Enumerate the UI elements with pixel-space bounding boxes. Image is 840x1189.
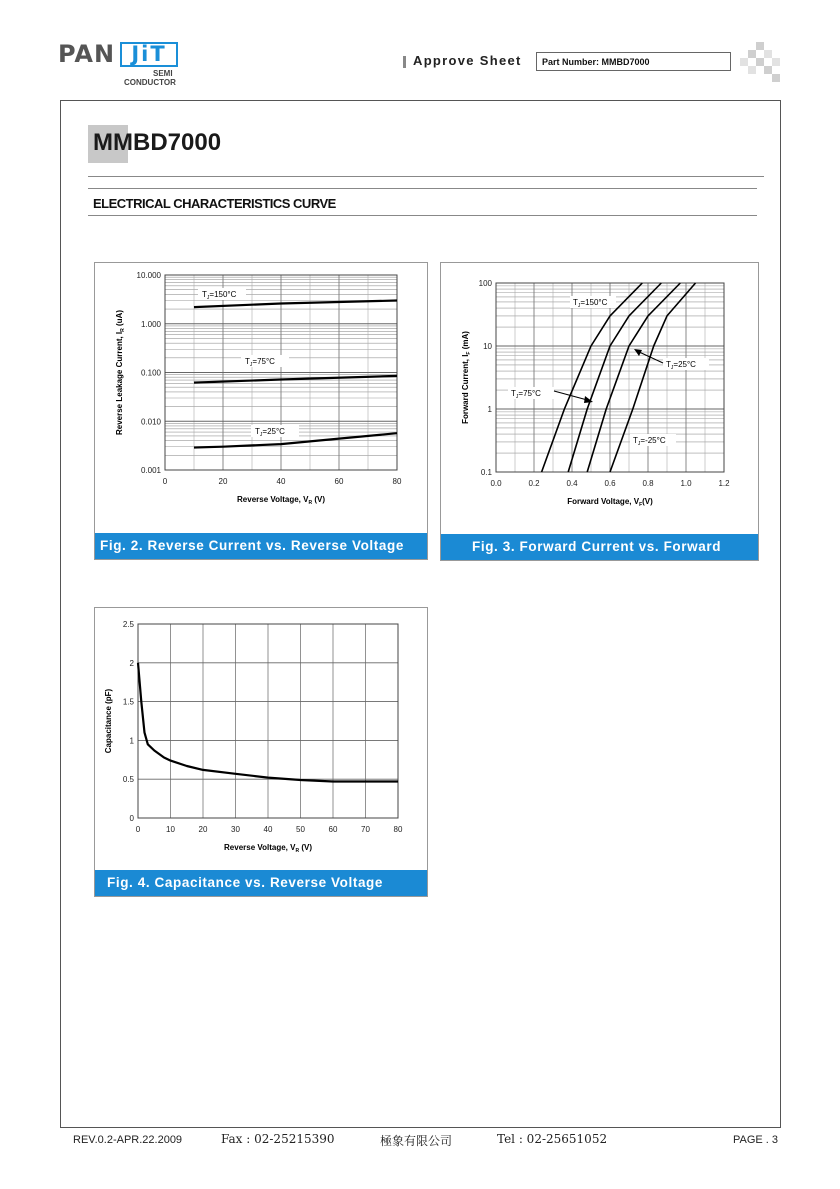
figure-3 [440,262,759,561]
y-tick-label: 10.000 [136,271,161,280]
figure-2-caption: Fig. 2. Reverse Current vs. Reverse Voltage [95,533,427,559]
approve-sheet-label: Approve Sheet [413,53,522,68]
reverse-current-chart [95,263,427,535]
logo-conductor: CONDUCTOR [124,78,176,87]
y-tick-label: 0.1 [480,468,492,477]
series-label-3: $T_J=25^\circ C$ [666,360,696,371]
x-tick-label: 10 [166,825,175,834]
y-tick-label: 1.5 [122,697,134,707]
logo-jit: JiT [120,42,178,67]
approve-bar-mark [403,56,406,68]
divider-top [88,176,764,177]
panjit-logo [58,40,188,90]
x-tick-label: 60 [328,825,338,834]
y-tick-label: 10 [483,342,492,351]
x-axis-label: Forward Voltage, $V_F(V)$ [567,497,653,508]
y-axis-label: Reverse Leakage Current, $I_R$ (uA) [115,309,126,436]
arrow-25c [637,351,663,363]
capacitance-chart [95,608,427,872]
x-tick-label: 0.6 [604,479,616,488]
divider-section-top [88,188,757,189]
footer-revision: REV.0.2-APR.22.2009 [73,1134,183,1146]
y-tick-label: 1.000 [140,319,161,329]
y-tick-label: 2.5 [122,620,134,629]
y-tick-label: 0.001 [140,466,161,475]
y-tick-label: 0.100 [140,368,161,378]
x-axis-label: Reverse Voltage, $V_R$ (V) [237,495,325,506]
series-label-2: $T_J=75^\circ C$ [245,357,275,368]
y-tick-label: 0.010 [140,417,161,427]
section-title: ELECTRICAL CHARACTERISTICS CURVE [93,196,336,211]
x-tick-label: 0.8 [642,479,654,488]
figure-2 [94,262,428,560]
page-title: MMBD7000 [93,129,222,156]
footer-company: 極象有限公司 [380,1134,453,1148]
logo-semi: SEMI [153,69,173,78]
y-axis-label: Capacitance (pF) [104,688,113,754]
y-tick-label: 1 [129,736,134,746]
x-tick-label: 0.4 [566,479,578,488]
footer-tel: Tel : 02-25651052 [497,1132,608,1146]
series-line-2 [194,376,397,383]
y-tick-label: 1 [487,405,492,414]
y-axis-label: Forward Current, $I_F$ (mA) [461,331,472,424]
x-tick-label: 70 [361,825,370,834]
x-tick-label: 40 [276,477,286,486]
series-label-1: $T_J=150^\circ C$ [573,298,608,309]
series-label-3: $T_J=25^\circ C$ [255,427,285,438]
x-tick-label: 0 [135,825,141,834]
y-tick-label: 0 [129,814,134,823]
x-tick-label: 50 [296,825,305,834]
x-tick-label: 0.0 [490,479,502,488]
forward-current-chart [441,263,758,536]
series-label-2: $T_J=75^\circ C$ [511,389,541,400]
figure-4 [94,607,428,897]
y-tick-label: 2 [129,658,134,668]
x-tick-label: 80 [392,477,402,486]
x-tick-label: 80 [393,825,403,834]
footer-fax: Fax : 02-25215390 [221,1132,335,1146]
y-tick-label: 0.5 [122,775,134,785]
series-label-1: $T_J=150^\circ C$ [202,290,237,301]
x-tick-label: 40 [263,825,273,834]
x-tick-label: 20 [218,477,228,486]
figure-3-caption: Fig. 3. Forward Current vs. Forward [441,534,758,560]
x-tick-label: 0 [162,477,168,486]
figure-4-caption: Fig. 4. Capacitance vs. Reverse Voltage [95,870,427,896]
series-line-1 [542,283,643,472]
x-tick-label: 30 [231,825,240,834]
part-number-box: Part Number: MMBD7000 [536,52,731,71]
series-label-4: $T_J=-25^\circ C$ [633,436,666,447]
y-tick-label: 100 [478,279,492,288]
series-line-1 [194,301,397,308]
x-tick-label: 60 [334,477,344,486]
x-tick-label: 20 [198,825,208,834]
logo-pan: PAN [58,40,116,68]
x-tick-label: 0.2 [528,479,540,488]
divider-section-bottom [88,215,757,216]
x-tick-label: 1.2 [718,479,730,488]
footer-page: PAGE . 3 [733,1134,779,1146]
x-axis-label: Reverse Voltage, $V_R$ (V) [224,843,312,854]
x-tick-label: 1.0 [680,479,692,488]
